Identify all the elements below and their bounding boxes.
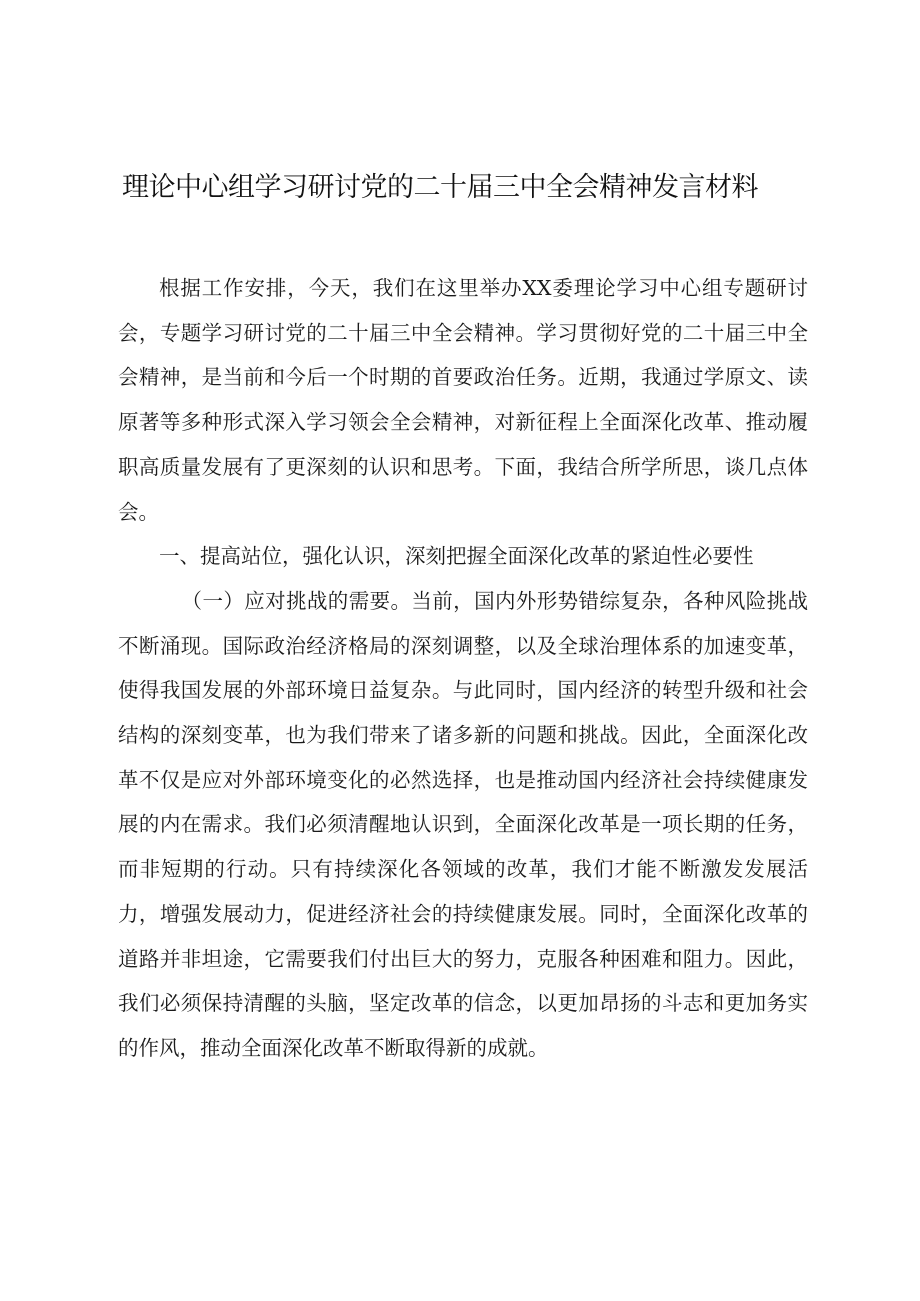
document-body	[118, 266, 808, 1071]
subsection-paragraph-1: （一）应对挑战的需要。当前，国内外形势错综复杂，各种风险挑战不断涌现。国际政治经济格局的深刻调整，以及全球治理体系的加速变革，使得我国发展的外部环境日益复杂。与此同时，国内经济的转型升级和社会结构的深刻变革，也为我们带来了诸多新的问题和挑战。因此，全面深化改革不仅是应对外部环境变化的必然选择，也是推动国内经济社会持续健康发展的内在需求。我们必须清醒地认识到，全面深化改革是一项长期的任务，而非短期的行动。只有持续深化各领域的改革，我们才能不断激发发展活力，增强发展动力，促进经济社会的持续健康发展。同时，全面深化改革的道路并非坦途，它需要我们付出巨大的努力，克服各种困难和阻力。因此，我们必须保持清醒的头脑，坚定改革的信念，以更加昂扬的斗志和更加务实的作风，推动全面深化改革不断取得新的成就。	[118, 588, 808, 1060]
intro-paragraph: 根据工作安排，今天，我们在这里举办XX委理论学习中心组专题研讨会，专题学习研讨党的二十届三中全会精神。学习贯彻好党的二十届三中全会精神，是当前和今后一个时期的首要政治任务。近期，我通过学原文、读原著等多种形式深入学习领会全会精神，对新征程上全面深化改革、推动履职高质量发展有了更深刻的认识和思考。下面，我结合所学所思，谈几点体会。	[118, 276, 808, 524]
section-heading-1: 一、提高站位，强化认识，深刻把握全面深化改革的紧迫性必要性	[159, 544, 754, 569]
document-title: 理论中心组学习研讨党的二十届三中全会精神发言材料	[122, 172, 758, 203]
